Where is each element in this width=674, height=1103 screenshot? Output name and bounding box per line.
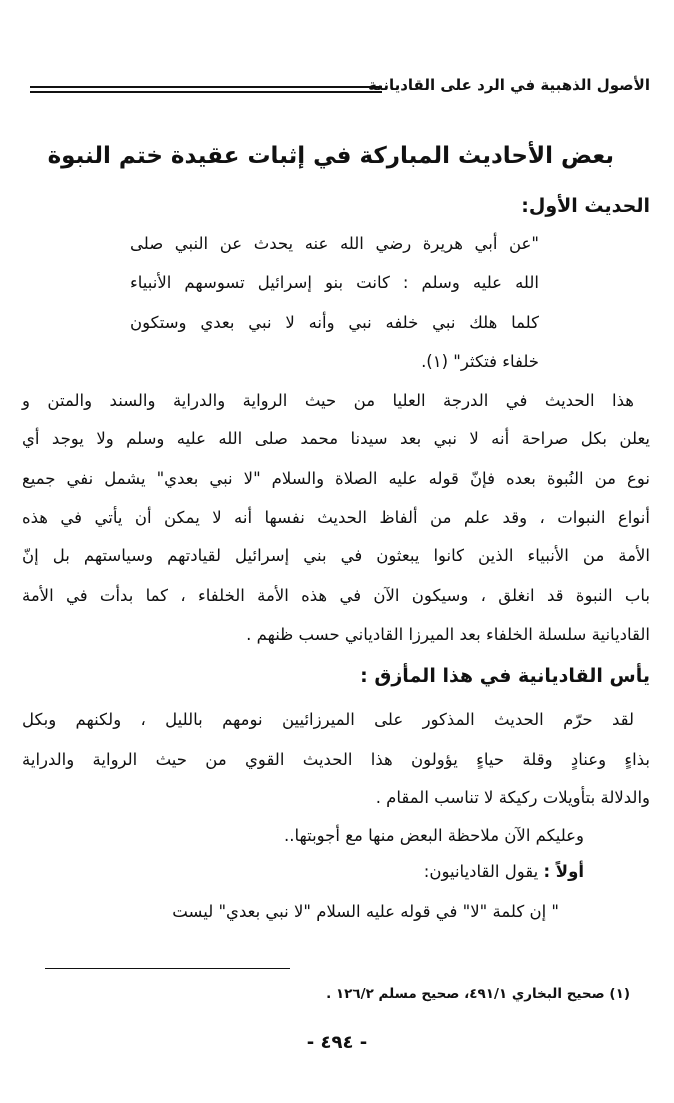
page-number: - ٤٩٤ - — [306, 1032, 368, 1053]
section-heading-qadiani-despair: يأس القاديانية في هذا المأزق : — [360, 665, 650, 687]
quote-line: الله عليه وسلم : كانت بنو إسرائيل تسوسهم الأنبياء — [130, 273, 539, 292]
paragraph-line: بذاءٍ وعنادٍ وقلة حياءٍ يؤولون هذا الحديث القوي من حيث الرواية والدراية — [22, 750, 650, 769]
quote-line: كلما هلك نبي خلفه نبي وأنه لا نبي بعدي وستكون — [130, 313, 539, 332]
paragraph-line: يعلن بكل صراحة أنه لا نبي بعد سيدنا محمد صلى الله عليه وسلم ولا يوجد أي — [22, 429, 650, 448]
first-point-label: أولاً : — [543, 862, 584, 881]
paragraph-line: هذا الحديث في الدرجة العليا من حيث الرواية والدراية والسند والمتن و — [22, 391, 634, 410]
main-heading: بعض الأحاديث المباركة في إثبات عقيدة ختم النبوة — [47, 143, 614, 169]
first-point-text: يقول القاديانيون: — [423, 862, 539, 881]
paragraph-line: أنواع النبوات ، وقد علم من ألفاظ الحديث نفسها أنه لا يمكن أن يأتي في هذه — [22, 508, 650, 527]
paragraph-line: باب النبوة قد انغلق ، وسيكون الآن في هذه الأمة الخلفاء ، كما بدأت في الأمة — [22, 586, 650, 605]
first-point-line — [22, 862, 584, 881]
header-title: الأصول الذهبية في الرد على القاديانية — [368, 76, 650, 94]
header-rule-bottom — [30, 91, 382, 93]
quote-line: خلفاء فتكثر" (١). — [421, 352, 539, 371]
paragraph-line: القاديانية سلسلة الخلفاء بعد الميرزا القادياني حسب ظنهم . — [246, 625, 650, 644]
paragraph-line: نوع من النُبوة بعده فإنّ قوله عليه الصلاة والسلام "لا نبي بعدي" يشمل نفي جميع — [22, 469, 650, 488]
header-rule-top — [30, 86, 382, 88]
paragraph-line: لقد حرّم الحديث المذكور على الميرزائيين نومهم بالليل ، ولكنهم وبكل — [22, 710, 634, 729]
footnote-separator — [45, 968, 290, 969]
paragraph-line: والدلالة بتأويلات ركيكة لا تناسب المقام . — [375, 788, 650, 807]
note-line: وعليكم الآن ملاحظة البعض منها مع أجوبتها.. — [283, 826, 584, 845]
footnote: (١) صحيح البخاري ٤٩١/١، صحيح مسلم ١٢٦/٢ . — [326, 986, 630, 1002]
quote-line: "عن أبي هريرة رضي الله عنه يحدث عن النبي صلى — [130, 234, 539, 253]
quote-start-line: " إن كلمة "لا" في قوله عليه السلام "لا نبي بعدي" ليست — [172, 902, 559, 921]
paragraph-line: الأمة من الأنبياء الذين كانوا يبعثون في بني إسرائيل لقيادتهم وسياستهم بل إنّ — [22, 546, 650, 565]
section-heading-first-hadith: الحديث الأول: — [521, 195, 650, 217]
running-header — [30, 72, 650, 102]
